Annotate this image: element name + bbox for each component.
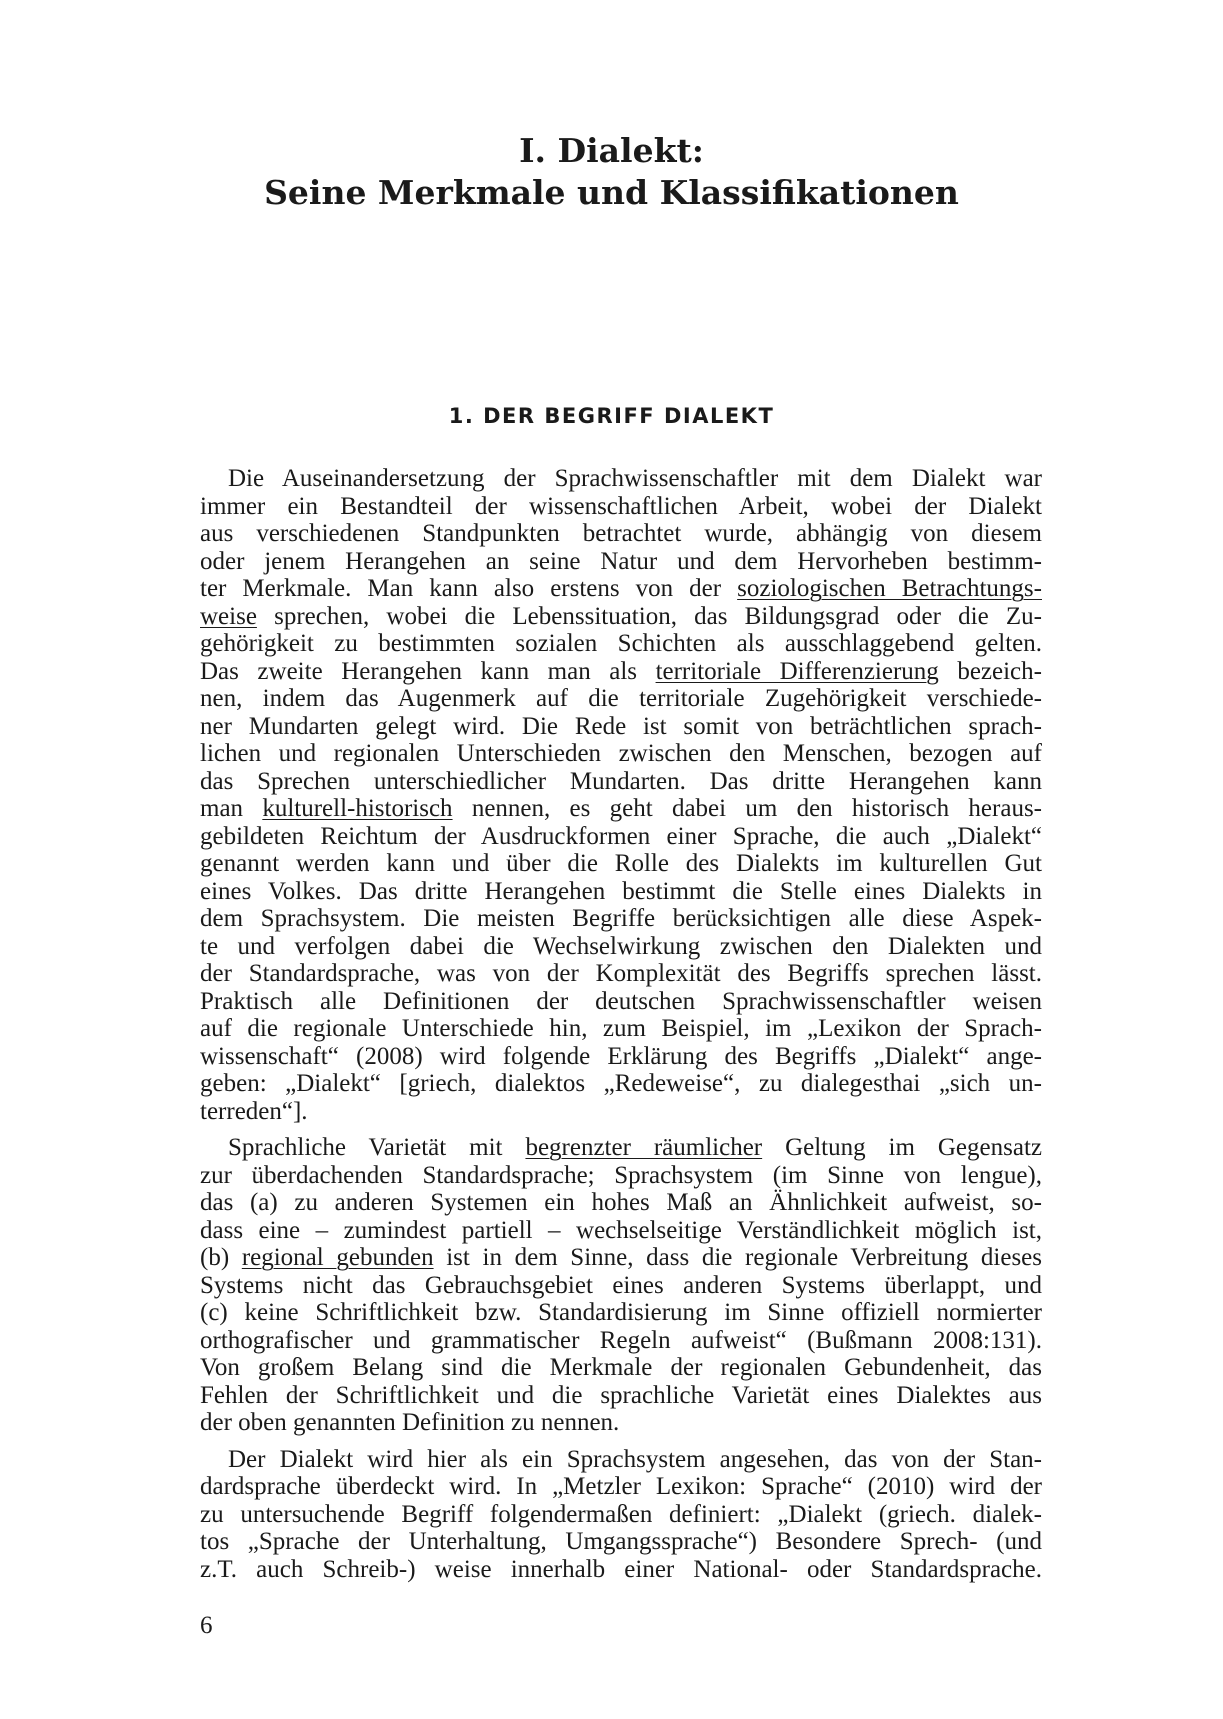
text-segment: bezeich- [938, 657, 1042, 685]
text-segment: Sprachliche Varietät mit [228, 1134, 526, 1161]
text-line [200, 1354, 1042, 1382]
text-line [200, 795, 1042, 823]
underlined-term: territoriale Differenzierung [655, 657, 939, 685]
text-segment: zur überdachenden Standardsprache; Sprachsystem (im Sinne von lengue), [200, 1161, 1042, 1189]
text-line [200, 988, 1042, 1016]
text-line [200, 850, 1042, 878]
text-segment: Geltung im Gegensatz [762, 1134, 1042, 1161]
text-segment: zu untersuchende Begriff folgendermaßen definiert: „Dialekt (griech. dialek- [200, 1500, 1042, 1528]
text-segment: nen, indem das Augenmerk auf die territoriale Zugehörigkeit verschiede- [200, 685, 1042, 712]
text-segment: nennen, es geht dabei um den historisch heraus- [452, 795, 1042, 822]
text-line [200, 520, 1042, 548]
text-segment: ter Merkmale. Man kann also erstens von der [200, 575, 738, 602]
text-segment: oder jenem Herangehen an seine Natur und dem Hervorheben bestimm- [200, 547, 1042, 575]
text-segment: te und verfolgen dabei die Wechselwirkung zwischen den Dialekten und [200, 932, 1042, 960]
text-line [200, 933, 1042, 961]
text-segment: dardsprache überdeckt wird. In „Metzler Lexikon: Sprache“ (2010) wird der [200, 1473, 1042, 1500]
text-line [200, 575, 1042, 603]
underlined-term: weise [200, 602, 257, 630]
text-segment: Die Auseinandersetzung der Sprachwissenschaftler mit dem Dialekt war [228, 465, 1042, 492]
text-segment: der oben genannten Definition zu nennen. [200, 1409, 620, 1436]
body-text [200, 465, 1042, 1592]
text-segment: lichen und regionalen Unterschieden zwischen den Menschen, bezogen auf [200, 740, 1042, 767]
text-line [200, 1015, 1042, 1043]
underlined-term: begrenzter räumlicher [525, 1134, 763, 1161]
paragraph [200, 1446, 1042, 1584]
text-segment: genannt werden kann und über die Rolle des Dialekts im kulturellen Gut [200, 850, 1042, 877]
chapter-title-line-2: Seine Merkmale und Klassifikationen [264, 173, 959, 212]
page-number: 6 [200, 1612, 213, 1639]
text-segment: wissenschaft“ (2008) wird folgende Erklärung des Begriffs „Dialekt“ ange- [200, 1042, 1042, 1070]
text-line [200, 1070, 1042, 1098]
paragraph [200, 1134, 1042, 1437]
section-heading: 1. DER BEGRIFF DIALEKT [448, 404, 775, 428]
text-line [200, 1409, 1042, 1437]
text-segment: Von großem Belang sind die Merkmale der regionalen Gebundenheit, das [200, 1354, 1042, 1381]
text-segment: auf die regionale Unterschiede hin, zum Beispiel, im „Lexikon der Sprach- [200, 1015, 1042, 1042]
text-segment: ist in dem Sinne, dass die regionale Verbreitung dieses [433, 1244, 1043, 1271]
text-segment: Der Dialekt wird hier als ein Sprachsystem angesehen, das von der Stan- [228, 1445, 1042, 1473]
text-line [200, 740, 1042, 768]
text-line [200, 1446, 1042, 1474]
text-line [200, 878, 1042, 906]
text-segment: aus verschiedenen Standpunkten betrachtet wurde, abhängig von diesem [200, 520, 1042, 547]
text-line [200, 1134, 1042, 1162]
text-segment: Praktisch alle Definitionen der deutschen Sprachwissenschaftler weisen [200, 987, 1042, 1015]
text-segment: orthografischer und grammatischer Regeln aufweist“ (Bußmann 2008:131). [200, 1326, 1042, 1354]
text-segment: terreden“]. [200, 1097, 308, 1125]
text-segment: gebildeten Reichtum der Ausdruckformen einer Sprache, die auch „Dialekt“ [200, 822, 1042, 850]
text-line [200, 1382, 1042, 1410]
text-segment: der Standardsprache, was von der Komplexität des Begriffs sprechen lässt. [200, 960, 1042, 987]
text-segment: das (a) zu anderen Systemen ein hohes Maß an Ähnlichkeit aufweist, so- [200, 1189, 1042, 1216]
text-line [200, 960, 1042, 988]
text-segment: geben: „Dialekt“ [griech, dialektos „Redeweise“, zu dialegesthai „sich un- [200, 1070, 1042, 1097]
text-line [200, 658, 1042, 686]
underlined-term: soziologischen Betrachtungs- [737, 575, 1042, 602]
text-line [200, 1473, 1042, 1501]
text-line [200, 1244, 1042, 1272]
text-line [200, 1501, 1042, 1529]
text-line [200, 548, 1042, 576]
text-segment: (b) [200, 1244, 242, 1271]
text-line [200, 1327, 1042, 1355]
text-segment: das Sprechen unterschiedlicher Mundarten. Das dritte Herangehen kann [200, 767, 1042, 795]
text-segment: man [200, 795, 263, 822]
text-segment: gehörigkeit zu bestimmten sozialen Schichten als ausschlaggebend gelten. [200, 630, 1042, 657]
text-segment: eines Volkes. Das dritte Herangehen bestimmt die Stelle eines Dialekts in [200, 877, 1042, 905]
paragraph [200, 465, 1042, 1125]
text-line [200, 1098, 1042, 1126]
text-segment: Das zweite Herangehen kann man als [200, 657, 656, 685]
text-line [200, 905, 1042, 933]
text-line [200, 630, 1042, 658]
text-segment: immer ein Bestandteil der wissenschaftlichen Arbeit, wobei der Dialekt [200, 492, 1042, 520]
text-segment: dass eine – zumindest partiell – wechselseitige Verständlichkeit möglich ist, [200, 1216, 1042, 1244]
text-segment: Systems nicht das Gebrauchsgebiet eines anderen Systems überlappt, und [200, 1271, 1042, 1299]
chapter-title [0, 130, 1223, 214]
text-line [200, 768, 1042, 796]
chapter-title-line-1: I. Dialekt: [519, 131, 704, 170]
text-segment: z.T. auch Schreib-) weise innerhalb einer National- oder Standardsprache. [200, 1555, 1042, 1583]
text-line [200, 1043, 1042, 1071]
text-segment: tos „Sprache der Unterhaltung, Umgangssprache“) Besondere Sprech- (und [200, 1528, 1042, 1555]
text-line [200, 1162, 1042, 1190]
text-segment: (c) keine Schriftlichkeit bzw. Standardisierung im Sinne offiziell normierter [200, 1299, 1042, 1326]
text-line [200, 713, 1042, 741]
text-line [200, 603, 1042, 631]
text-segment: dem Sprachsystem. Die meisten Begriffe berücksichtigen alle diese Aspek- [200, 905, 1042, 932]
text-line [200, 1528, 1042, 1556]
text-line [200, 1217, 1042, 1245]
text-line [200, 465, 1042, 493]
text-line [200, 1189, 1042, 1217]
text-line [200, 1272, 1042, 1300]
text-line [200, 685, 1042, 713]
text-segment: sprechen, wobei die Lebenssituation, das Bildungsgrad oder die Zu- [256, 602, 1042, 630]
text-segment: ner Mundarten gelegt wird. Die Rede ist somit von beträchtlichen sprach- [200, 712, 1042, 740]
text-line [200, 1556, 1042, 1584]
underlined-term: kulturell-historisch [262, 795, 453, 822]
text-line [200, 823, 1042, 851]
text-segment: Fehlen der Schriftlichkeit und die sprachliche Varietät eines Dialektes aus [200, 1381, 1042, 1409]
underlined-term: regional gebunden [241, 1244, 434, 1271]
text-line [200, 493, 1042, 521]
text-line [200, 1299, 1042, 1327]
